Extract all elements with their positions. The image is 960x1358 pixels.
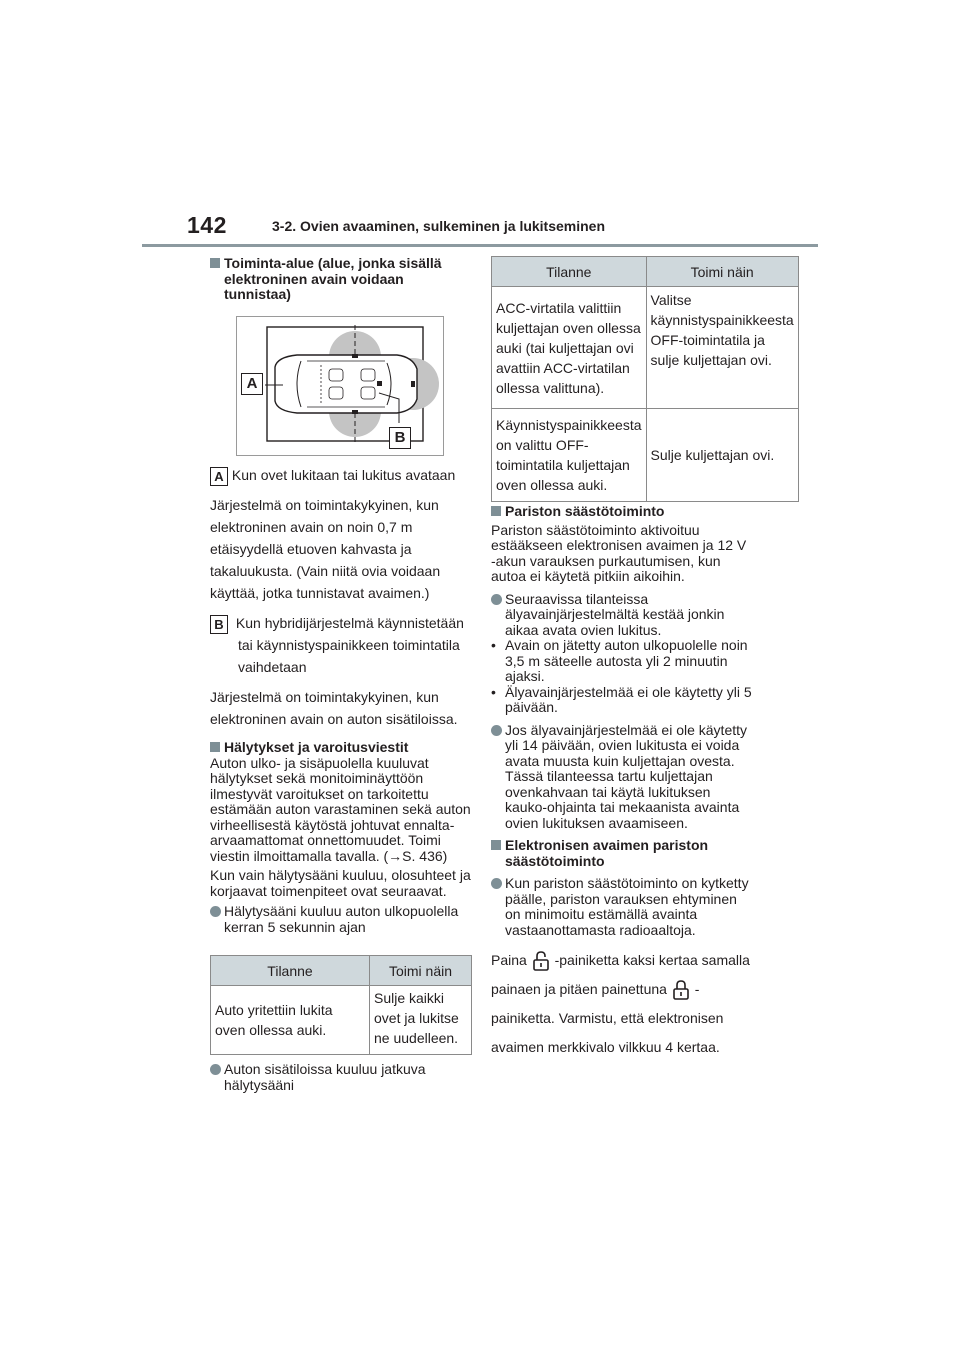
- circle-bullet-icon: [210, 906, 221, 917]
- label-b-badge: B: [210, 615, 228, 634]
- bullet-radio-waves: Kun pariston säästötoiminto on kytketty päälle, pariston varauksen ehtyminen on minimoitu estämällä avainta vastaanottamasta radioaaltoja.: [491, 876, 753, 938]
- bullet-inside-alarm: Auton sisätiloissa kuuluu jatkuva hälytysääni: [210, 1062, 472, 1093]
- table2-cell-action-1: Valitse käynnistyspainikkeesta OFF-toimintatila ja sulje kuljettajan ovi.: [646, 287, 798, 409]
- square-bullet-icon: [491, 840, 501, 850]
- section-heading-key-battery-saver: Elektronisen avaimen pariston säästötoiminto: [491, 838, 753, 869]
- bullet-delay: Seuraavissa tilanteissa älyavainjärjestelmältä kestää jonkin aikaa avata ovien lukitus.: [491, 592, 753, 639]
- right-column-body: [491, 504, 753, 1062]
- section-heading-range: Toiminta-alue (alue, jonka sisällä elektroninen avain voidaan tunnistaa): [210, 256, 470, 303]
- alerts-paragraph-2: Kun vain hälytysääni kuuluu, olosuhteet ja korjaavat toimenpiteet ovat seuraavat.: [210, 867, 471, 899]
- sub-item-key-outside: • Avain on jätetty auton ulkopuolelle noin 3,5 m säteelle autosta yli 2 minuutin ajaksi.: [491, 637, 748, 684]
- table1-header-situation: Tilanne: [211, 956, 370, 986]
- square-bullet-icon: [210, 258, 220, 268]
- alerts-paragraph: Auton ulko- ja sisäpuolella kuuluvat hälytykset sekä monitoiminäyttöön ilmestyvät varoitukset on tarkoitettu estämään auton varastaminen sekä auton virheellisestä käytöstä johtuvat ennalta-arvaamattomat onnettomuudet. Toimi viestin ilmoittamalla tavalla. (→S. 436): [210, 754, 471, 864]
- battery-saver-paragraph: Pariston säästötoiminto aktivoituu estääkseen elektronisen avaimen ja 12 V -akun varauksen purkautumisen, kun autoa ei käytetä pitkiin aikoihin.: [491, 521, 747, 584]
- label-a-badge: A: [210, 467, 228, 486]
- item-b: B Kun hybridijärjestelmä käynnistetään tai käynnistyspainikkeen toimintatila vaihdetaan: [210, 612, 472, 678]
- circle-bullet-icon: [491, 594, 502, 605]
- bullet-14-days: Jos älyavainjärjestelmää ei ole käytetty yli 14 päivään, ovien lukitusta ei voida avata muusta kuin kuljettajan ovesta. Tässä tilanteessa tartu kuljettajan ovenkahvaan tai käytä lukituksen kauko-ohjainta tai mekaanista avainta ovien lukituksen avaamiseen.: [491, 723, 753, 832]
- key-button-instruction: Paina -painiketta kaksi kertaa samalla painaen ja pitäen painettuna -painiketta. Varmistu, että elektronisen avaimen merkkivalo vilkkuu 4 kertaa.: [491, 952, 750, 1055]
- table2-header-situation: Tilanne: [492, 257, 647, 287]
- left-column-bottom: [210, 1062, 472, 1093]
- sub-item-not-used: • Älyavainjärjestelmää ei ole käytetty yli 5 päivään.: [491, 683, 752, 715]
- item-b-paragraph: Järjestelmä on toimintakykyinen, kun elektroninen avain on auton sisätiloissa.: [210, 689, 458, 727]
- table2-cell-situation-2: Käynnistyspainikkeesta on valittu OFF-toimintatila kuljettajan oven ollessa auki.: [492, 409, 647, 502]
- page-number: 142: [187, 212, 227, 238]
- table2-cell-action-2: Sulje kuljettajan ovi.: [646, 409, 798, 502]
- table2-cell-situation-1: ACC-virtatila valittiin kuljettajan oven ollessa auki (tai kuljettajan ovi avattiin ACC-virtatilan ollessa valittuna).: [492, 287, 647, 409]
- table1-cell-situation: Auto yritettiin lukita oven ollessa auki.: [211, 986, 370, 1055]
- chapter-title: 3-2. Ovien avaaminen, sulkeminen ja lukitseminen: [272, 218, 606, 234]
- table1-cell-action: Sulje kaikki ovet ja lukitse ne uudelleen.: [370, 986, 472, 1055]
- left-column-body: [210, 464, 472, 935]
- table1-header-action: Toimi näin: [370, 956, 472, 986]
- bullet-outside-alarm: Hälytysääni kuuluu auton ulkopuolella kerran 5 sekunnin ajan: [210, 904, 472, 935]
- diagram-label-a: A: [241, 373, 263, 395]
- table2-header-action: Toimi näin: [646, 257, 798, 287]
- circle-bullet-icon: [491, 878, 502, 889]
- arrow-right-icon: →: [388, 847, 403, 864]
- item-a: A Kun ovet lukitaan tai lukitus avataan: [210, 464, 472, 486]
- unlock-icon: [531, 950, 551, 972]
- alarm-table-2: [491, 256, 799, 502]
- section-heading-alerts: Hälytykset ja varoitusviestit: [210, 740, 472, 756]
- header-rule: [142, 244, 818, 247]
- alarm-table-1: [210, 955, 472, 1055]
- square-bullet-icon: [491, 506, 501, 516]
- circle-bullet-icon: [491, 725, 502, 736]
- left-column: [210, 256, 470, 303]
- range-diagram: [236, 316, 444, 456]
- square-bullet-icon: [210, 742, 220, 752]
- diagram-label-b: B: [389, 427, 411, 449]
- car-top-view-diagram: [237, 317, 443, 455]
- lock-icon: [671, 979, 691, 1001]
- item-a-paragraph: Järjestelmä on toimintakykyinen, kun elektroninen avain on noin 0,7 m etäisyydellä etuoven kahvasta ja takaluukusta. (Vain niitä ovia voidaan käyttää, jotka tunnistavat avaimen.): [210, 497, 441, 601]
- section-heading-battery-saver: Pariston säästötoiminto: [491, 504, 753, 520]
- circle-bullet-icon: [210, 1064, 221, 1075]
